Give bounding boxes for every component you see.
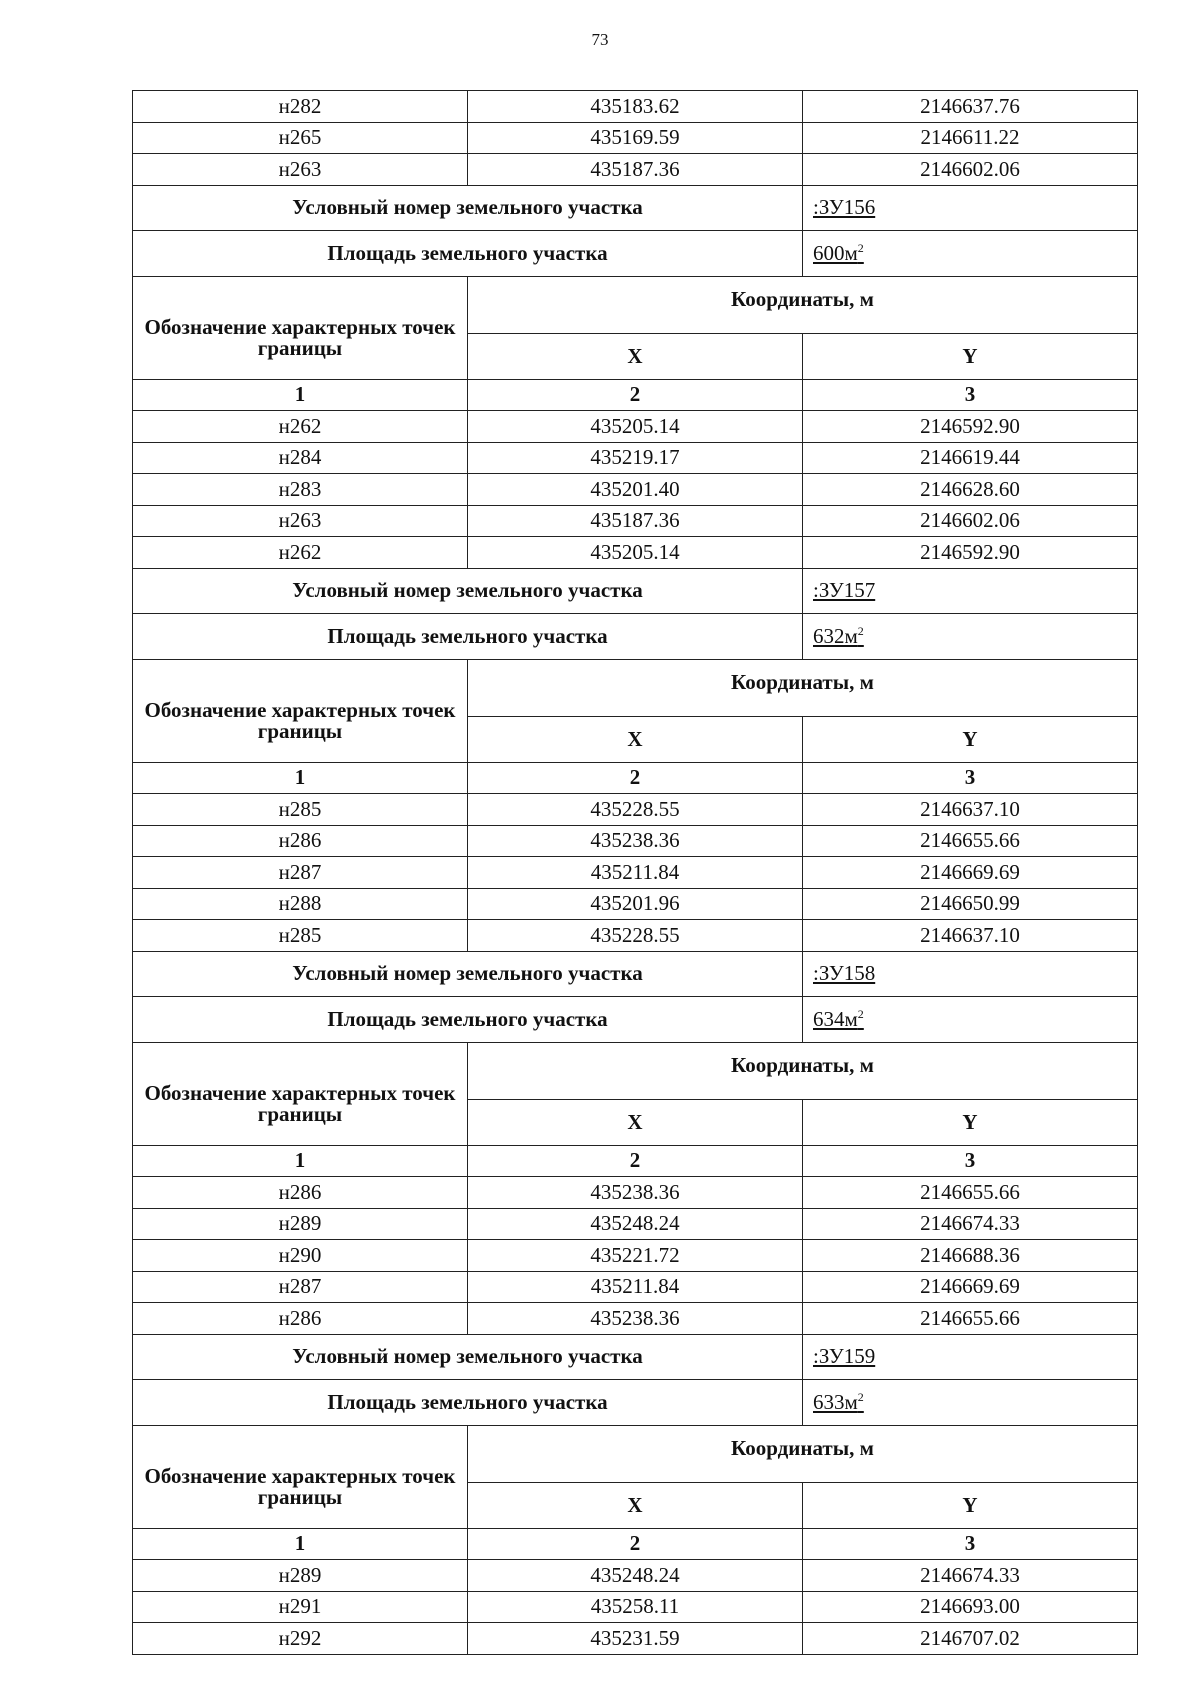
x-coordinate-cell: 435205.14 xyxy=(468,537,803,569)
x-coordinate-cell: 435205.14 xyxy=(468,411,803,443)
y-coordinate-cell: 2146669.69 xyxy=(803,1271,1138,1303)
table-row xyxy=(133,1208,1138,1240)
x-axis-header: X xyxy=(468,717,803,763)
parcel-area-power: 2 xyxy=(857,1006,864,1021)
parcel-area-text xyxy=(813,624,864,648)
x-coordinate-cell: 435248.24 xyxy=(468,1208,803,1240)
x-axis-header: X xyxy=(468,1100,803,1146)
parcel-area-unit: м xyxy=(844,1006,858,1031)
parcel-number-text: :ЗУ159 xyxy=(813,1344,876,1369)
parcel-number-value xyxy=(803,951,1138,997)
point-cell: н285 xyxy=(133,794,468,826)
x-coordinate-cell: 435201.96 xyxy=(468,888,803,920)
point-designation-header: Обозначение характерных точек границы xyxy=(133,1425,468,1528)
x-coordinate-cell: 435211.84 xyxy=(468,857,803,889)
y-coordinate-cell: 2146655.66 xyxy=(803,1177,1138,1209)
parcel-number-label: Условный номер земельного участка xyxy=(133,1334,803,1380)
parcel-area-number: 600 xyxy=(813,240,845,265)
x-axis-header: X xyxy=(468,1483,803,1529)
coordinates-header: Координаты, м xyxy=(468,659,1138,717)
point-cell: н282 xyxy=(133,91,468,123)
x-coordinate-cell: 435219.17 xyxy=(468,442,803,474)
y-axis-header: Y xyxy=(803,334,1138,380)
y-coordinate-cell: 2146637.76 xyxy=(803,91,1138,123)
parcel-number-text: :ЗУ157 xyxy=(813,578,876,603)
parcel-area-text xyxy=(813,241,864,265)
table-row xyxy=(133,1591,1138,1623)
point-designation-header: Обозначение характерных точек границы xyxy=(133,659,468,762)
y-coordinate-cell: 2146674.33 xyxy=(803,1560,1138,1592)
point-cell: н289 xyxy=(133,1208,468,1240)
coordinates-header-row xyxy=(133,276,1138,334)
column-number-2: 2 xyxy=(468,379,803,411)
coordinates-table-body xyxy=(133,91,1138,1655)
point-cell: н288 xyxy=(133,888,468,920)
y-coordinate-cell: 2146602.06 xyxy=(803,154,1138,186)
column-number-2: 2 xyxy=(468,762,803,794)
parcel-number-text: :ЗУ156 xyxy=(813,195,876,220)
coordinates-header: Координаты, м xyxy=(468,1425,1138,1483)
parcel-area-power: 2 xyxy=(857,1389,864,1404)
point-designation-header: Обозначение характерных точек границы xyxy=(133,276,468,379)
y-coordinate-cell: 2146688.36 xyxy=(803,1240,1138,1272)
parcel-area-row xyxy=(133,1380,1138,1426)
parcel-area-unit: м xyxy=(844,1389,858,1414)
y-coordinate-cell: 2146637.10 xyxy=(803,920,1138,952)
x-coordinate-cell: 435201.40 xyxy=(468,474,803,506)
parcel-number-value xyxy=(803,1334,1138,1380)
y-coordinate-cell: 2146674.33 xyxy=(803,1208,1138,1240)
x-coordinate-cell: 435228.55 xyxy=(468,920,803,952)
y-coordinate-cell: 2146655.66 xyxy=(803,1303,1138,1335)
table-row xyxy=(133,1271,1138,1303)
point-cell: н265 xyxy=(133,122,468,154)
table-row xyxy=(133,1240,1138,1272)
table-row xyxy=(133,154,1138,186)
y-coordinate-cell: 2146655.66 xyxy=(803,825,1138,857)
y-axis-header: Y xyxy=(803,717,1138,763)
parcel-number-text: :ЗУ158 xyxy=(813,961,876,986)
column-number-3: 3 xyxy=(803,1145,1138,1177)
parcel-area-value xyxy=(803,1380,1138,1426)
column-number-3: 3 xyxy=(803,1528,1138,1560)
parcel-area-row xyxy=(133,997,1138,1043)
parcel-area-power: 2 xyxy=(857,240,864,255)
table-row xyxy=(133,505,1138,537)
column-number-3: 3 xyxy=(803,379,1138,411)
x-coordinate-cell: 435221.72 xyxy=(468,1240,803,1272)
table-row xyxy=(133,857,1138,889)
column-number-1: 1 xyxy=(133,1145,468,1177)
table-row xyxy=(133,537,1138,569)
point-cell: н262 xyxy=(133,537,468,569)
point-cell: н263 xyxy=(133,505,468,537)
parcel-number-value xyxy=(803,568,1138,614)
parcel-number-label: Условный номер земельного участка xyxy=(133,568,803,614)
x-coordinate-cell: 435228.55 xyxy=(468,794,803,826)
parcel-area-label: Площадь земельного участка xyxy=(133,614,803,660)
point-cell: н284 xyxy=(133,442,468,474)
table-row xyxy=(133,122,1138,154)
parcel-area-number: 633 xyxy=(813,1389,845,1414)
parcel-area-label: Площадь земельного участка xyxy=(133,1380,803,1426)
parcel-number-row xyxy=(133,951,1138,997)
x-coordinate-cell: 435183.62 xyxy=(468,91,803,123)
parcel-area-unit: м xyxy=(844,623,858,648)
table-row xyxy=(133,1303,1138,1335)
table-row xyxy=(133,825,1138,857)
parcel-number-row xyxy=(133,185,1138,231)
point-cell: н262 xyxy=(133,411,468,443)
parcel-area-label: Площадь земельного участка xyxy=(133,231,803,277)
point-cell: н286 xyxy=(133,1303,468,1335)
y-coordinate-cell: 2146611.22 xyxy=(803,122,1138,154)
y-coordinate-cell: 2146628.60 xyxy=(803,474,1138,506)
x-coordinate-cell: 435248.24 xyxy=(468,1560,803,1592)
parcel-area-row xyxy=(133,614,1138,660)
x-coordinate-cell: 435258.11 xyxy=(468,1591,803,1623)
parcel-number-row xyxy=(133,568,1138,614)
coordinates-header: Координаты, м xyxy=(468,1042,1138,1100)
table-row xyxy=(133,794,1138,826)
table-row xyxy=(133,442,1138,474)
y-coordinate-cell: 2146707.02 xyxy=(803,1623,1138,1655)
table-row xyxy=(133,1560,1138,1592)
parcel-area-text xyxy=(813,1007,864,1031)
column-number-row xyxy=(133,379,1138,411)
x-coordinate-cell: 435231.59 xyxy=(468,1623,803,1655)
table-row xyxy=(133,920,1138,952)
column-number-row xyxy=(133,1528,1138,1560)
x-coordinate-cell: 435238.36 xyxy=(468,1177,803,1209)
point-cell: н285 xyxy=(133,920,468,952)
parcel-area-number: 634 xyxy=(813,1006,845,1031)
y-coordinate-cell: 2146669.69 xyxy=(803,857,1138,889)
point-cell: н283 xyxy=(133,474,468,506)
parcel-number-value xyxy=(803,185,1138,231)
point-cell: н289 xyxy=(133,1560,468,1592)
point-cell: н290 xyxy=(133,1240,468,1272)
point-cell: н291 xyxy=(133,1591,468,1623)
x-coordinate-cell: 435187.36 xyxy=(468,154,803,186)
y-coordinate-cell: 2146693.00 xyxy=(803,1591,1138,1623)
parcel-area-number: 632 xyxy=(813,623,845,648)
x-axis-header: X xyxy=(468,334,803,380)
point-cell: н287 xyxy=(133,1271,468,1303)
x-coordinate-cell: 435238.36 xyxy=(468,825,803,857)
y-axis-header: Y xyxy=(803,1483,1138,1529)
point-cell: н287 xyxy=(133,857,468,889)
table-row xyxy=(133,1177,1138,1209)
y-coordinate-cell: 2146592.90 xyxy=(803,411,1138,443)
table-row xyxy=(133,474,1138,506)
column-number-row xyxy=(133,762,1138,794)
point-cell: н286 xyxy=(133,825,468,857)
y-coordinate-cell: 2146650.99 xyxy=(803,888,1138,920)
y-axis-header: Y xyxy=(803,1100,1138,1146)
coordinates-table xyxy=(132,90,1138,1655)
parcel-area-unit: м xyxy=(844,240,858,265)
table-row xyxy=(133,91,1138,123)
table-row xyxy=(133,888,1138,920)
column-number-row xyxy=(133,1145,1138,1177)
page-number: 73 xyxy=(591,30,609,49)
point-cell: н292 xyxy=(133,1623,468,1655)
coordinates-header-row xyxy=(133,659,1138,717)
column-number-2: 2 xyxy=(468,1528,803,1560)
column-number-1: 1 xyxy=(133,1528,468,1560)
y-coordinate-cell: 2146602.06 xyxy=(803,505,1138,537)
parcel-area-row xyxy=(133,231,1138,277)
y-coordinate-cell: 2146637.10 xyxy=(803,794,1138,826)
x-coordinate-cell: 435169.59 xyxy=(468,122,803,154)
parcel-area-value xyxy=(803,231,1138,277)
x-coordinate-cell: 435238.36 xyxy=(468,1303,803,1335)
column-number-1: 1 xyxy=(133,762,468,794)
parcel-area-power: 2 xyxy=(857,623,864,638)
x-coordinate-cell: 435187.36 xyxy=(468,505,803,537)
coordinates-header-row xyxy=(133,1425,1138,1483)
point-cell: н263 xyxy=(133,154,468,186)
parcel-area-text xyxy=(813,1390,864,1414)
table-row xyxy=(133,1623,1138,1655)
y-coordinate-cell: 2146619.44 xyxy=(803,442,1138,474)
parcel-area-value xyxy=(803,997,1138,1043)
column-number-2: 2 xyxy=(468,1145,803,1177)
point-designation-header: Обозначение характерных точек границы xyxy=(133,1042,468,1145)
parcel-area-label: Площадь земельного участка xyxy=(133,997,803,1043)
table-row xyxy=(133,411,1138,443)
y-coordinate-cell: 2146592.90 xyxy=(803,537,1138,569)
parcel-area-value xyxy=(803,614,1138,660)
parcel-number-label: Условный номер земельного участка xyxy=(133,951,803,997)
point-cell: н286 xyxy=(133,1177,468,1209)
x-coordinate-cell: 435211.84 xyxy=(468,1271,803,1303)
column-number-1: 1 xyxy=(133,379,468,411)
column-number-3: 3 xyxy=(803,762,1138,794)
coordinates-header: Координаты, м xyxy=(468,276,1138,334)
parcel-number-label: Условный номер земельного участка xyxy=(133,185,803,231)
coordinates-header-row xyxy=(133,1042,1138,1100)
parcel-number-row xyxy=(133,1334,1138,1380)
